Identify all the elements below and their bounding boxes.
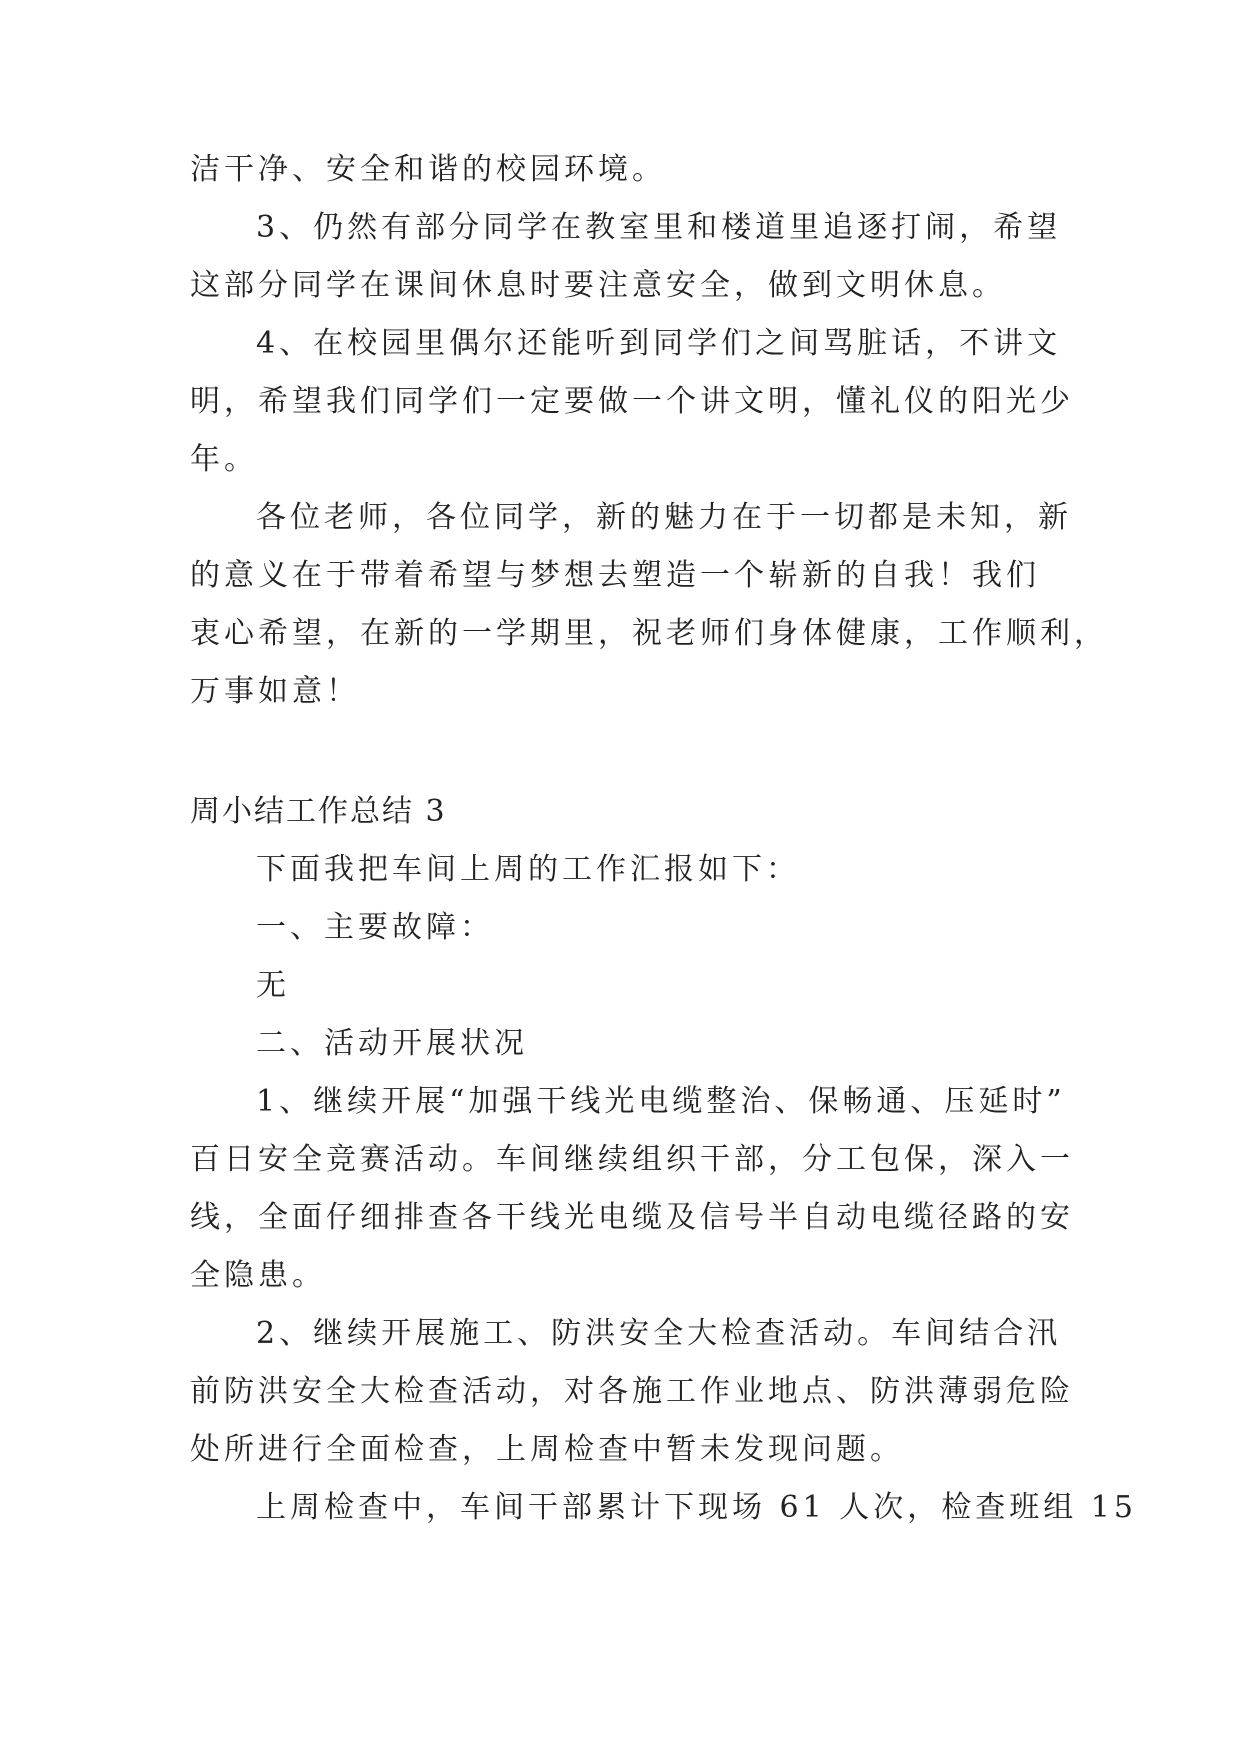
paragraph-line: 万事如意！ — [190, 674, 360, 709]
paragraph-line: 洁干净、安全和谐的校园环境。 — [190, 152, 666, 187]
paragraph-line: 百日安全竞赛活动。车间继续组织干部，分工包保，深入一 — [190, 1142, 1074, 1177]
paragraph-line: 上周检查中，车间干部累计下现场 61 人次，检查班组 15 — [256, 1490, 1137, 1525]
paragraph-line: 无 — [256, 968, 290, 1003]
paragraph-line: 线，全面仔细排查各干线光电缆及信号半自动电缆径路的安 — [190, 1200, 1074, 1235]
paragraph-line: 明，希望我们同学们一定要做一个讲文明，懂礼仪的阳光少 — [190, 384, 1074, 419]
paragraph-line: 处所进行全面检查，上周检查中暂未发现问题。 — [190, 1432, 904, 1467]
paragraph-line: 各位老师，各位同学，新的魅力在于一切都是未知，新 — [256, 500, 1072, 535]
paragraph-line: 一、主要故障： — [256, 910, 494, 945]
paragraph-line: 前防洪安全大检查活动，对各施工作业地点、防洪薄弱危险 — [190, 1374, 1074, 1409]
paragraph-line: 这部分同学在课间休息时要注意安全，做到文明休息。 — [190, 268, 1006, 303]
section-heading: 周小结工作总结 3 — [190, 794, 447, 829]
paragraph-line: 3、仍然有部分同学在教室里和楼道里追逐打闹，希望 — [256, 210, 1062, 245]
paragraph-line: 年。 — [190, 442, 258, 477]
paragraph-line: 全隐患。 — [190, 1258, 326, 1293]
paragraph-line: 二、活动开展状况 — [256, 1026, 528, 1061]
paragraph-line: 2、继续开展施工、防洪安全大检查活动。车间结合汛 — [256, 1316, 1062, 1351]
paragraph-line: 衷心希望，在新的一学期里，祝老师们身体健康，工作顺利， — [190, 616, 1108, 651]
paragraph-line: 4、在校园里偶尔还能听到同学们之间骂脏话，不讲文 — [256, 326, 1062, 361]
paragraph-line: 的意义在于带着希望与梦想去塑造一个崭新的自我！我们 — [190, 558, 1040, 593]
paragraph-line: 下面我把车间上周的工作汇报如下： — [256, 852, 800, 887]
paragraph-line: 1、继续开展“加强干线光电缆整治、保畅通、压延时” — [256, 1084, 1066, 1119]
